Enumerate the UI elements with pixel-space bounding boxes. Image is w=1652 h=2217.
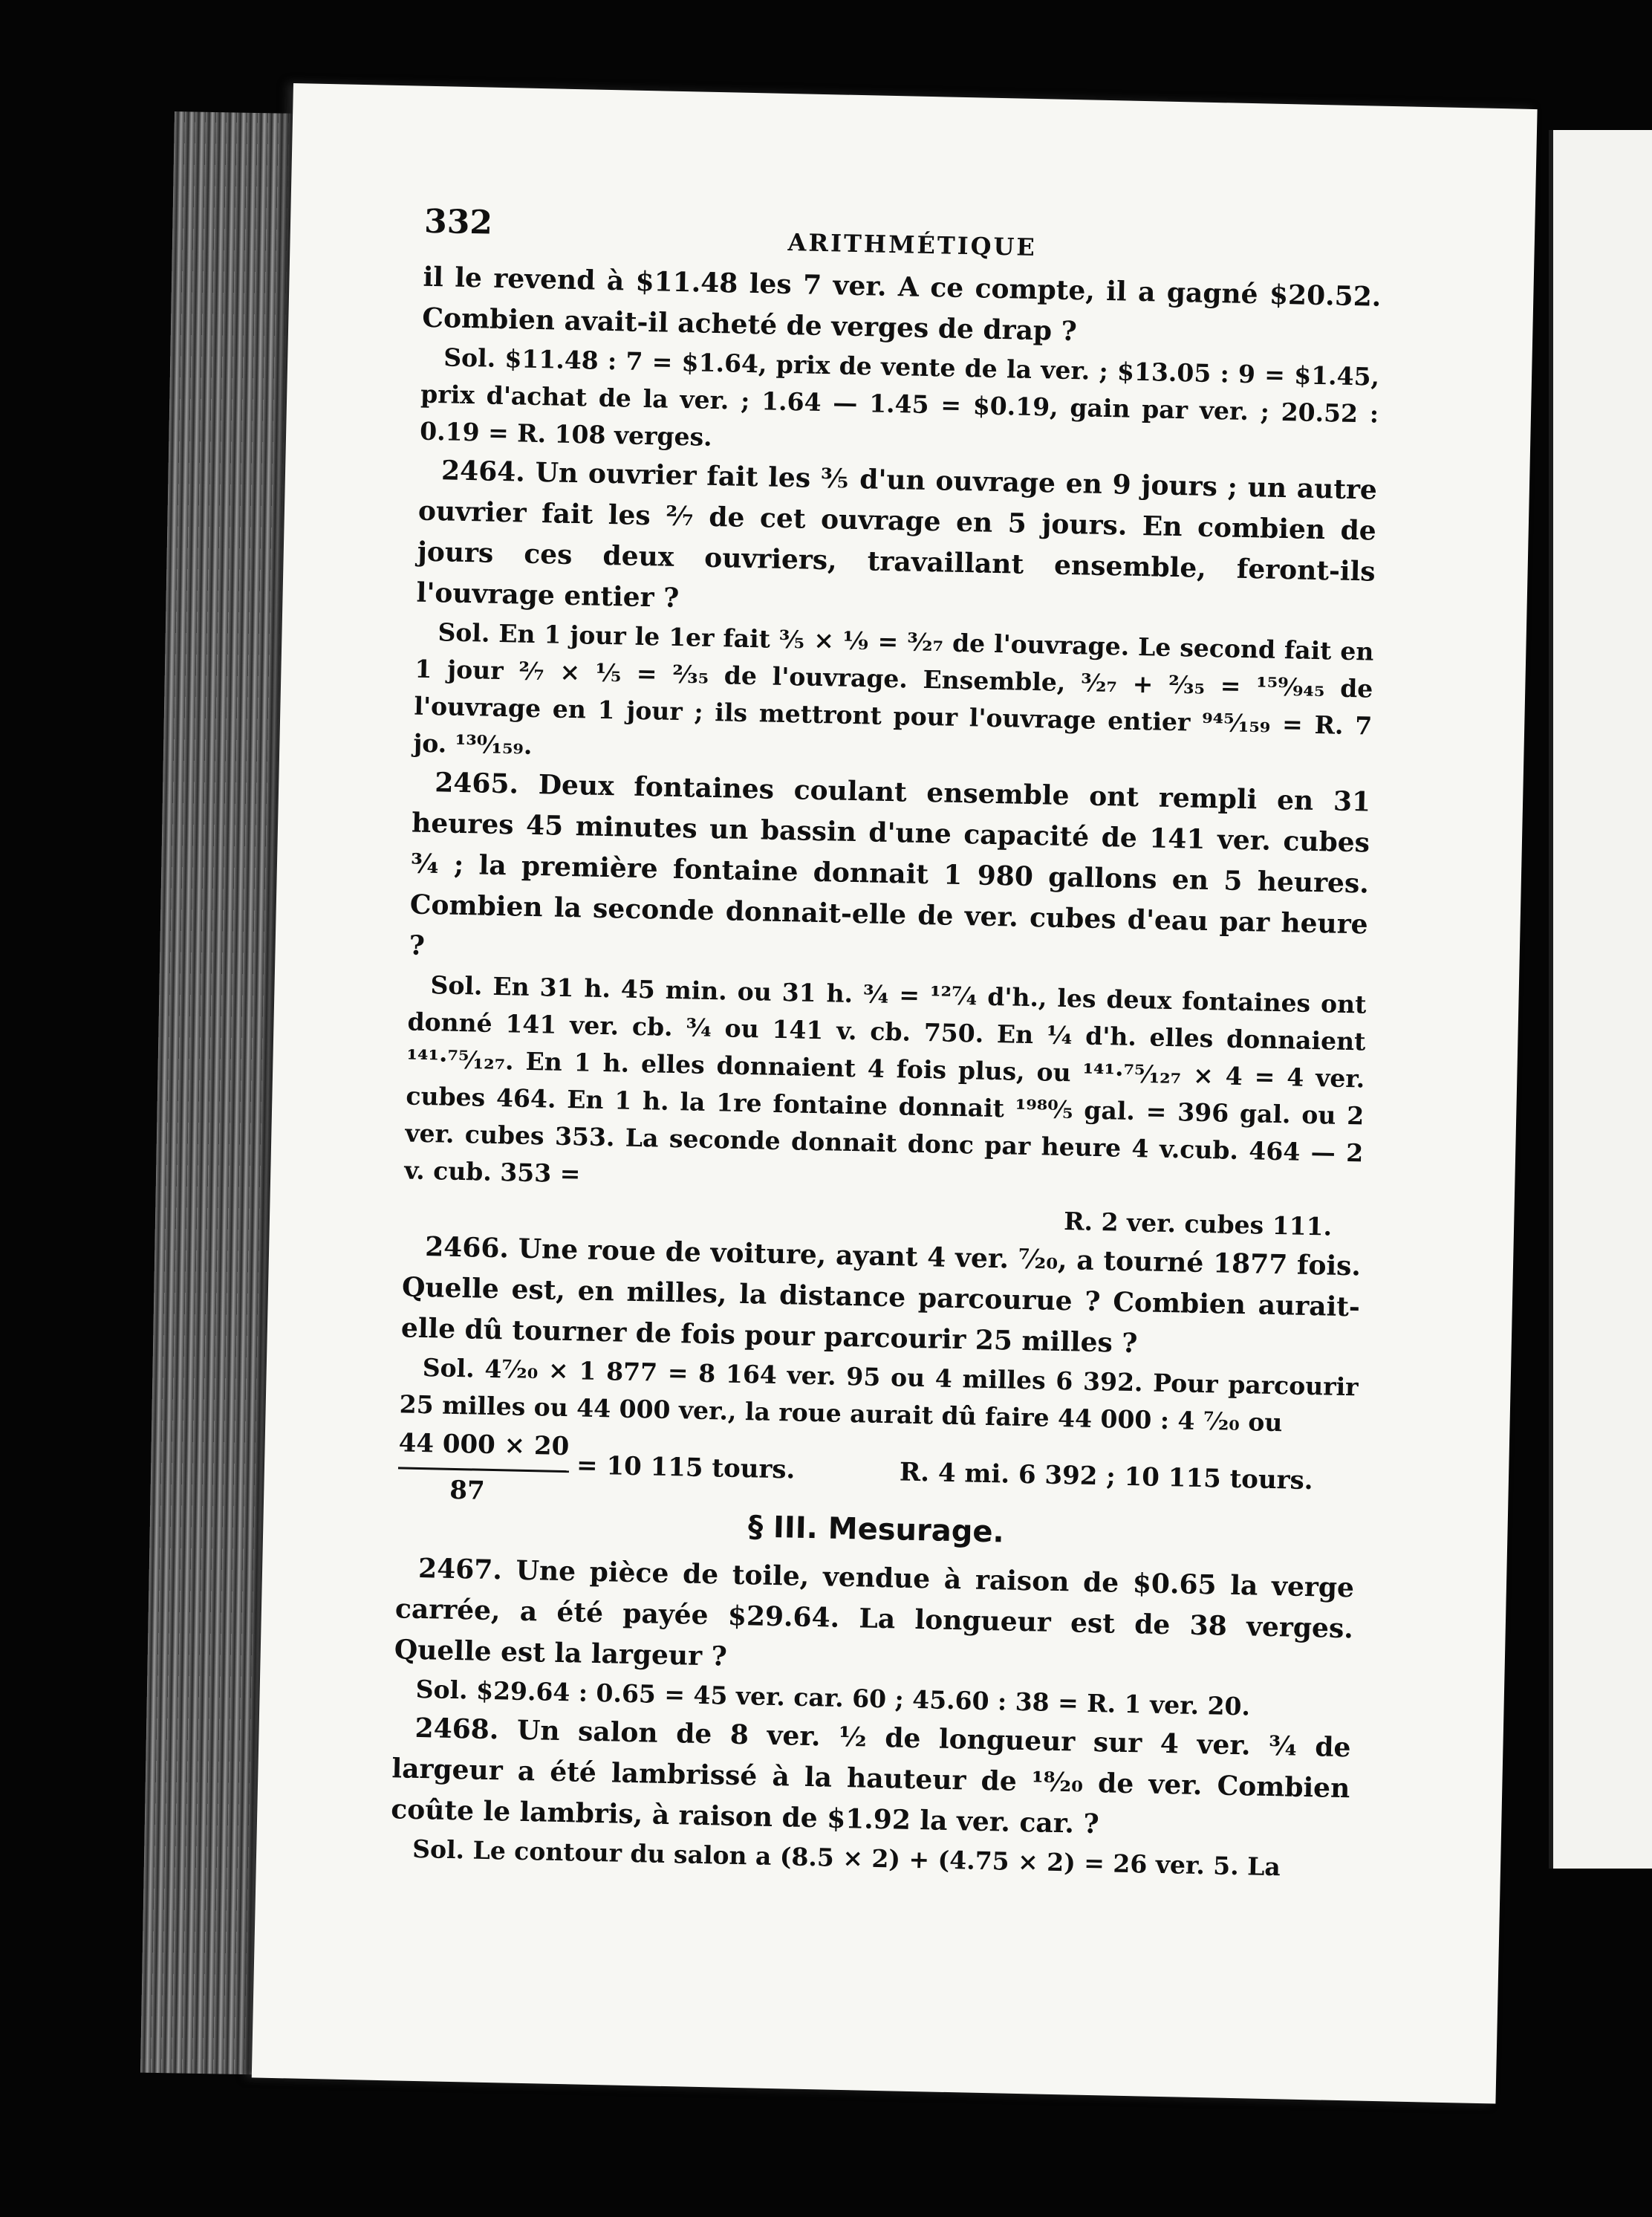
running-title: ARITHMÉTIQUE: [787, 227, 1038, 262]
problem-2465: 2465. Deux fontaines coulant ensemble ont rempli en 31 heures 45 minutes un bassin d'une capacité de 141 ver. cubes ¾ ; la première fontaine donnait 1 980 gallons en 5 heures. Combien la seconde donnait-elle de ver. cubes d'eau par heure ?: [409, 767, 1371, 961]
page-number: 332: [423, 202, 493, 242]
page-content: [390, 201, 1383, 1888]
problem-continuation: il le revend à $11.48 les 7 ver. A ce compte, il a gagné $20.52. Combien avait-il acheté de verges de drap ?: [421, 261, 1382, 348]
solution-2465: Sol. En 31 h. 45 min. ou 31 h. ¾ = ¹²⁷⁄₄ d'h., les deux fontaines ont donné 141 ver. cb. ¾ ou 141 v. cb. 750. En ¼ d'h. elles donnaient ¹⁴¹·⁷⁵⁄₁₂₇. En 1 h. elles donnaient 4 fois plus, ou ¹⁴¹·⁷⁵⁄₁₂₇ × 4 = 4 ver. cubes 464. En 1 h. la 1re fontaine donnait ¹⁹⁸⁰⁄₅ gal. = 396 gal. ou 2 ver. cubes 353. La seconde donnait donc par heure 4 v.cub. 464 — 2 v. cub. 353 =: [403, 970, 1367, 1189]
answer-2465: R. 2 ver. cubes 111.: [1063, 1207, 1333, 1241]
answer-2466: R. 4 mi. 6 392 ; 10 115 tours.: [899, 1457, 1313, 1496]
problem-2467: 2467. Une pièce de toile, vendue à raison de $0.65 la verge carrée, a été payée $29.64. La longueur est de 38 verges. Quelle est la largeur ?: [394, 1552, 1355, 1672]
solution-2463: Sol. $11.48 : 7 = $1.64, prix de vente de la ver. ; $13.05 : 9 = $1.45, prix d'achat de la ver. ; 1.64 — 1.45 = $0.19, gain par ver. ; 20.52 : 0.19 = R. 108 verges.: [419, 343, 1380, 452]
problem-2468: 2468. Un salon de 8 ver. ½ de longueur sur 4 ver. ¾ de largeur a été lambrissé à la hauteur de ¹⁸⁄₂₀ de ver. Combien coûte le lambris, à raison de $1.92 la ver. car. ?: [390, 1712, 1351, 1840]
solution-2468: Sol. Le contour du salon a (8.5 × 2) + (4.75 × 2) = 26 ver. 5. La: [412, 1834, 1281, 1882]
fraction-equals: = 10 115 tours.: [576, 1450, 796, 1485]
solution-2466: Sol. 4⁷⁄₂₀ × 1 877 = 8 164 ver. 95 ou 4 milles 6 392. Pour parcourir 25 milles ou 44 000 ver., la roue aurait dû faire 44 000 : 4 ⁷⁄₂₀ ou: [399, 1353, 1359, 1438]
solution-2464: Sol. En 1 jour le 1er fait ⅗ × ⅑ = ³⁄₂₇ de l'ouvrage. Le second fait en 1 jour ²⁄₇ × ⅕ = ²⁄₃₅ de l'ouvrage. Ensemble, ³⁄₂₇ + ²⁄₃₅ = ¹⁵⁹⁄₉₄₅ de l'ouvrage en 1 jour ; ils mettront pour l'ouvrage entier ⁹⁴⁵⁄₁₅₉ = R. 7 jo. ¹³⁰⁄₁₅₉.: [413, 617, 1374, 760]
problem-2466: 2466. Une roue de voiture, ayant 4 ver. ⁷⁄₂₀, a tourné 1877 fois. Quelle est, en milles, la distance parcourue ? Combien aurait-elle dû tourner de fois pour parcourir 25 milles ?: [400, 1231, 1362, 1360]
facing-page: [1549, 130, 1652, 1869]
solution-2467: Sol. $29.64 : 0.65 = 45 ver. car. 60 ; 45.60 : 38 = R. 1 ver. 20.: [415, 1674, 1251, 1721]
fraction-denominator: 87: [449, 1475, 486, 1506]
book-page: [252, 83, 1538, 2103]
problem-2464: 2464. Un ouvrier fait les ⅗ d'un ouvrage en 9 jours ; un autre ouvrier fait les ²⁄₇ de cet ouvrage en 5 jours. En combien de jours ces deux ouvriers, travaillant ensemble, feront-ils l'ouvrage entier ?: [416, 455, 1378, 614]
fraction: [397, 1423, 570, 1513]
fraction-numerator: 44 000 × 20: [398, 1423, 570, 1473]
section-heading: § III. Mesurage.: [747, 1510, 1005, 1550]
